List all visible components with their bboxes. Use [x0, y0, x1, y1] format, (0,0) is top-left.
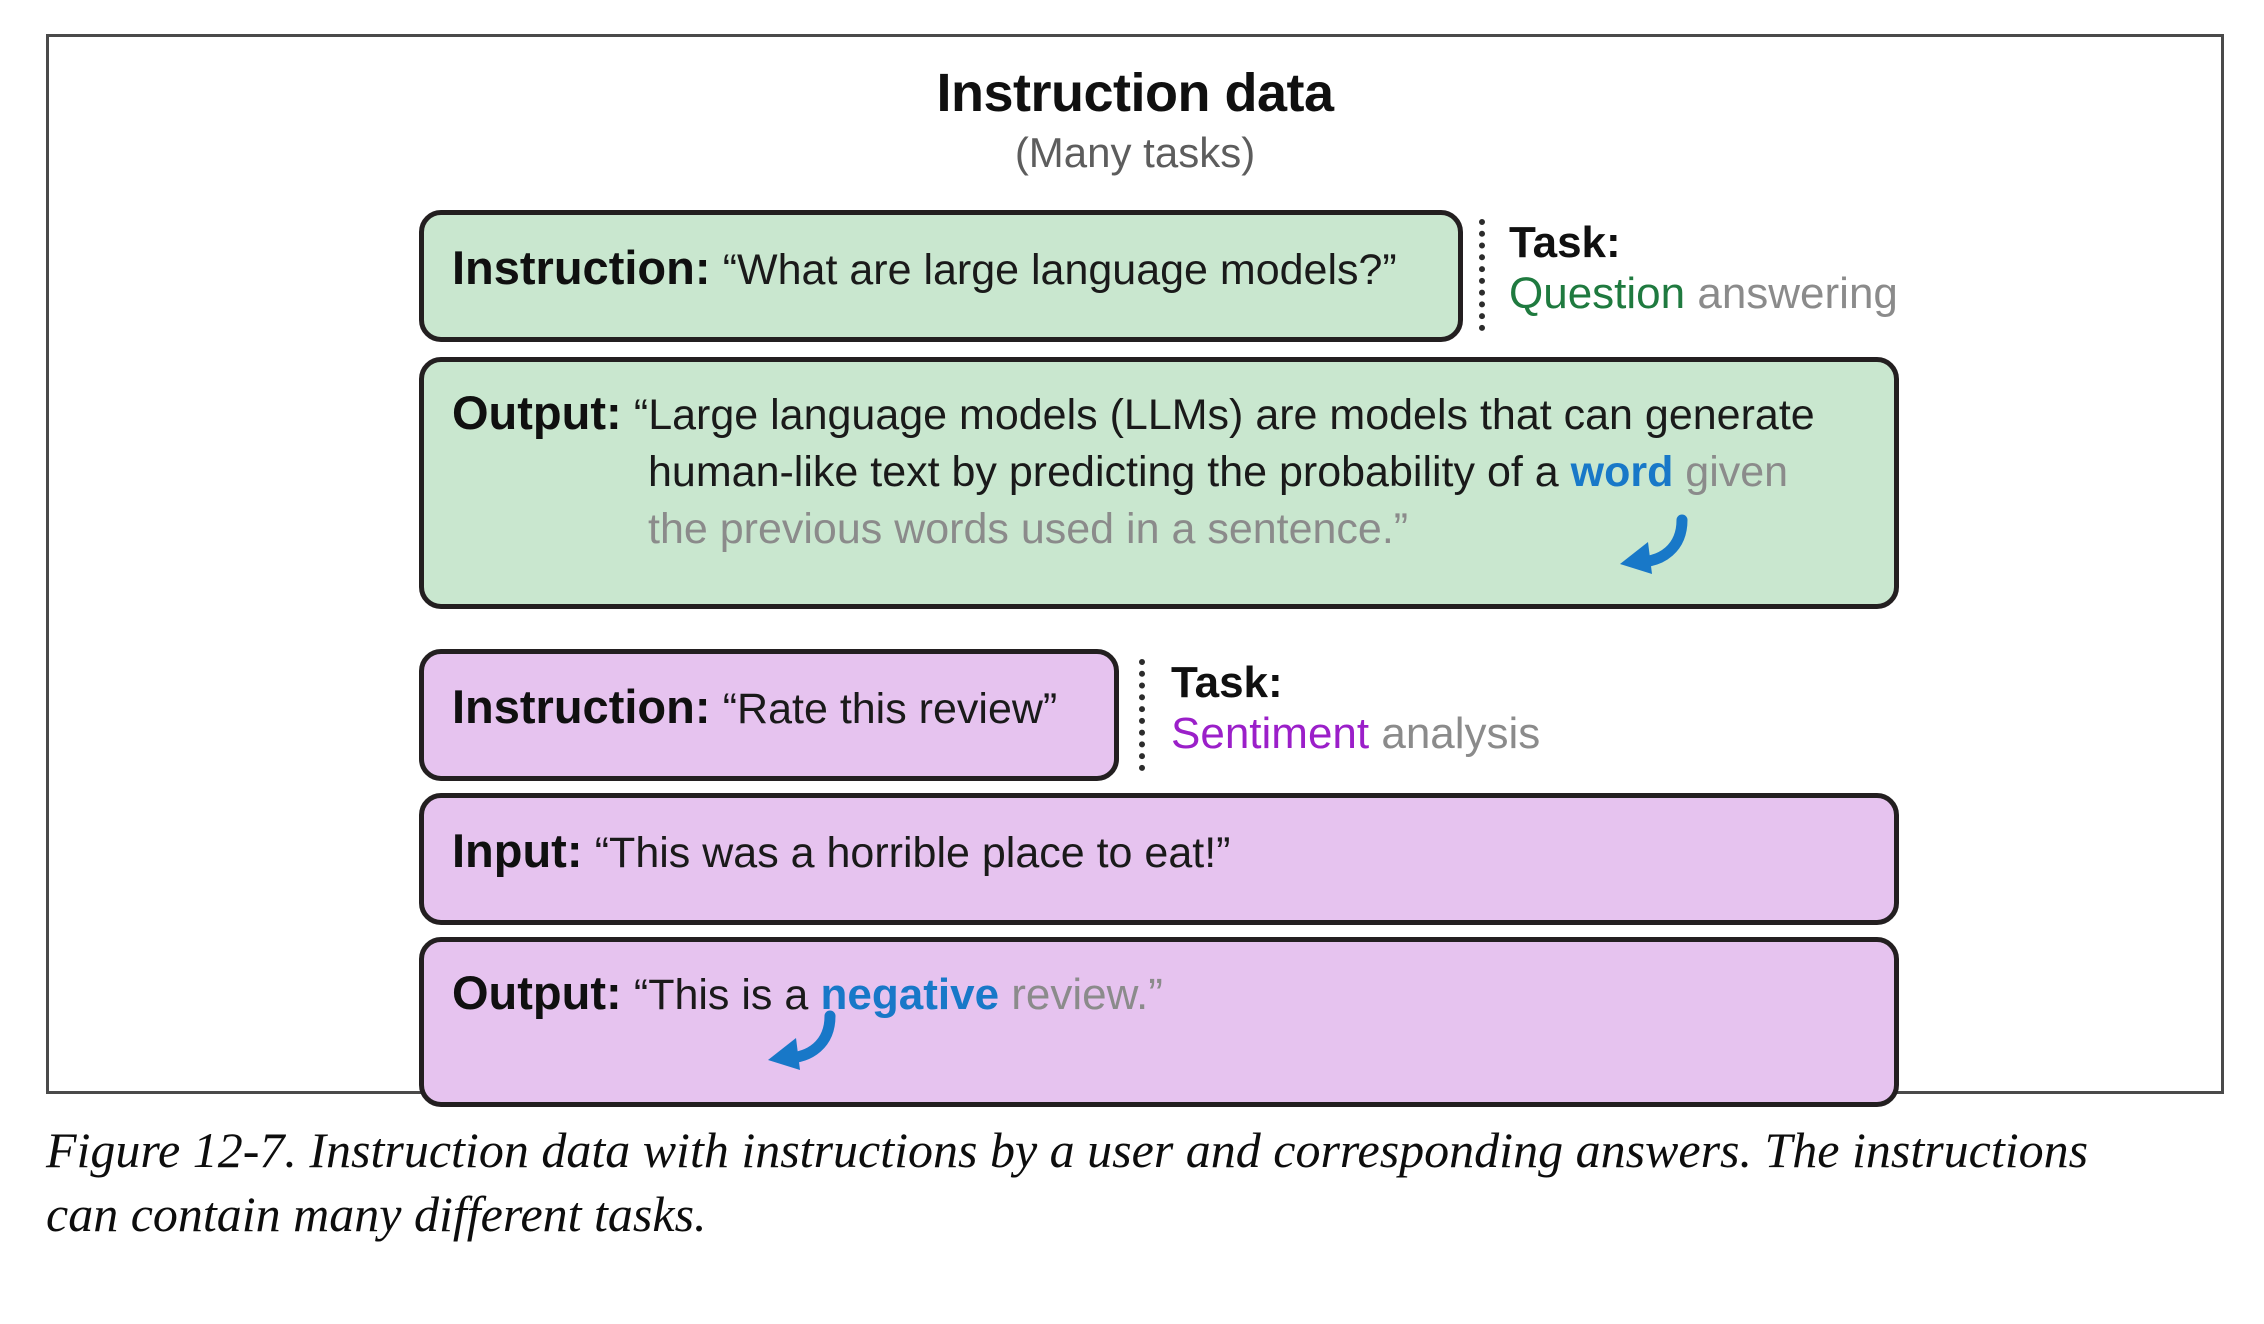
sentiment-output-line	[452, 962, 1868, 1024]
sentiment-output-highlight-word: negative	[820, 970, 1000, 1019]
figure-caption: Figure 12-7. Instruction data with instructions by a user and corresponding answers. The instructions can contain many different tasks.	[46, 1122, 2089, 1242]
sentiment-task-rest: analysis	[1381, 709, 1541, 759]
sentiment-task-value	[1171, 708, 1540, 759]
sentiment-input-text: “This was a horrible place to eat!”	[594, 829, 1231, 877]
page-title: Instruction data	[936, 63, 1334, 123]
page-subtitle: (Many tasks)	[1014, 128, 1256, 176]
qa-task-rest: answering	[1697, 269, 1898, 319]
qa-instruction-line	[452, 237, 1432, 299]
sentiment-output-label: Output:	[452, 966, 622, 1019]
sentiment-instruction-box	[419, 649, 1119, 781]
curved-arrow-icon	[752, 1010, 842, 1072]
qa-output-text-1: “Large language models (LLMs) are models that can generate	[633, 391, 1815, 439]
sentiment-task-separator	[1139, 659, 1145, 771]
qa-output-label: Output:	[452, 386, 622, 439]
sentiment-output-text-a: “This is a	[633, 971, 809, 1019]
qa-output-line-2	[452, 444, 1868, 501]
qa-task-title: Task:	[1509, 218, 1621, 267]
qa-output-highlight-word: word	[1570, 448, 1674, 497]
qa-instruction-box	[419, 210, 1463, 342]
sentiment-input-line	[452, 820, 1868, 882]
qa-output-line-1	[452, 382, 1868, 444]
sentiment-instruction-text: “Rate this review”	[722, 685, 1058, 733]
sentiment-instruction-label: Instruction:	[452, 680, 711, 733]
qa-task-note	[1509, 217, 1898, 319]
sentiment-output-box	[419, 937, 1899, 1107]
sentiment-task-highlight: Sentiment	[1171, 709, 1370, 759]
figure-frame	[46, 34, 2224, 1094]
sentiment-input-box	[419, 793, 1899, 925]
qa-output-box	[419, 357, 1899, 609]
qa-task-value	[1509, 268, 1898, 319]
sentiment-task-title: Task:	[1171, 658, 1283, 707]
qa-task-separator	[1479, 219, 1485, 331]
sentiment-instruction-line	[452, 676, 1088, 738]
figure-heading	[49, 65, 2221, 178]
qa-output-text-2b: given	[1685, 448, 1789, 497]
sentiment-output-text-b: review.”	[1011, 970, 1163, 1019]
qa-task-highlight: Question	[1509, 269, 1686, 319]
sentiment-task-note	[1171, 657, 1540, 759]
curved-arrow-icon	[1604, 514, 1694, 576]
qa-output-line-3: the previous words used in a sentence.”	[648, 504, 1409, 553]
sentiment-input-label: Input:	[452, 824, 583, 877]
qa-instruction-text: “What are large language models?”	[722, 246, 1397, 294]
qa-output-text-2a: human-like text by predicting the probability of a	[648, 448, 1559, 497]
qa-instruction-label: Instruction:	[452, 241, 711, 294]
